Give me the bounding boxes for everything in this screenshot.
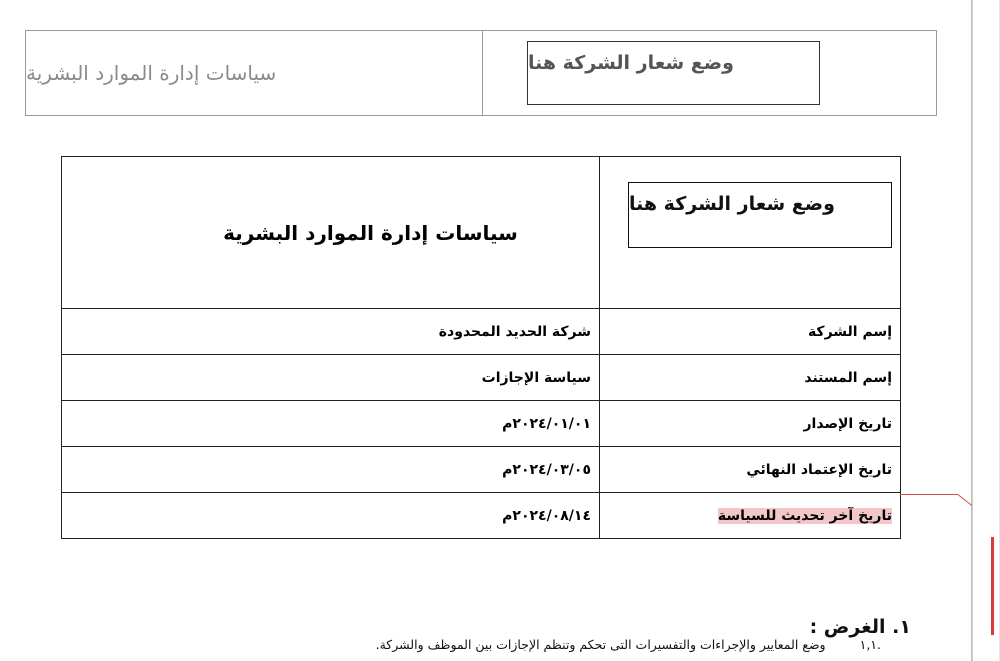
- comment-marker[interactable]: [991, 537, 994, 635]
- document-name-value: سياسة الإجازات: [62, 355, 600, 401]
- approval-date-value: ٢٠٢٤/٠٣/٠٥م: [62, 447, 600, 493]
- table-row: [62, 493, 901, 539]
- company-name-value: شركة الحديد المحدودة: [62, 309, 600, 355]
- comment-connector: [900, 494, 958, 495]
- table-row: [62, 401, 901, 447]
- section-paragraph: [376, 637, 881, 652]
- document-name-label: إسم المستند: [600, 355, 901, 401]
- list-item-text: وضع المعايير والإجراءات والتفسيرات التى تحكم وتنظم الإجازات بين الموظف والشركة.: [375, 637, 826, 652]
- header-logo-placeholder: وضع شعار الشركة هنا: [527, 41, 820, 105]
- issue-date-value: ٢٠٢٤/٠١/٠١م: [62, 401, 600, 447]
- list-item-number: .١,١: [859, 637, 881, 652]
- comment-margin: [972, 0, 1000, 661]
- cover-title: سياسات إدارة الموارد البشرية: [223, 220, 518, 245]
- header-divider: [482, 31, 483, 115]
- last-update-label-cell[interactable]: [600, 493, 901, 539]
- section-heading: ١. الغرض :: [809, 616, 911, 638]
- page-header: [25, 30, 937, 116]
- cover-title-cell: [62, 157, 600, 309]
- last-update-label[interactable]: تاريخ آخر تحديث للسياسة: [717, 507, 892, 524]
- cover-info-table: [61, 156, 901, 539]
- company-name-label: إسم الشركة: [600, 309, 901, 355]
- table-row: [62, 447, 901, 493]
- cover-logo-cell: [600, 157, 901, 309]
- cover-top-row: [62, 157, 901, 309]
- table-row: [62, 309, 901, 355]
- last-update-value: ٢٠٢٤/٠٨/١٤م: [62, 493, 600, 539]
- header-title: سياسات إدارة الموارد البشرية: [26, 61, 277, 85]
- table-row: [62, 355, 901, 401]
- approval-date-label: تاريخ الإعتماد النهائي: [600, 447, 901, 493]
- cover-logo-placeholder: وضع شعار الشركة هنا: [628, 182, 892, 248]
- issue-date-label: تاريخ الإصدار: [600, 401, 901, 447]
